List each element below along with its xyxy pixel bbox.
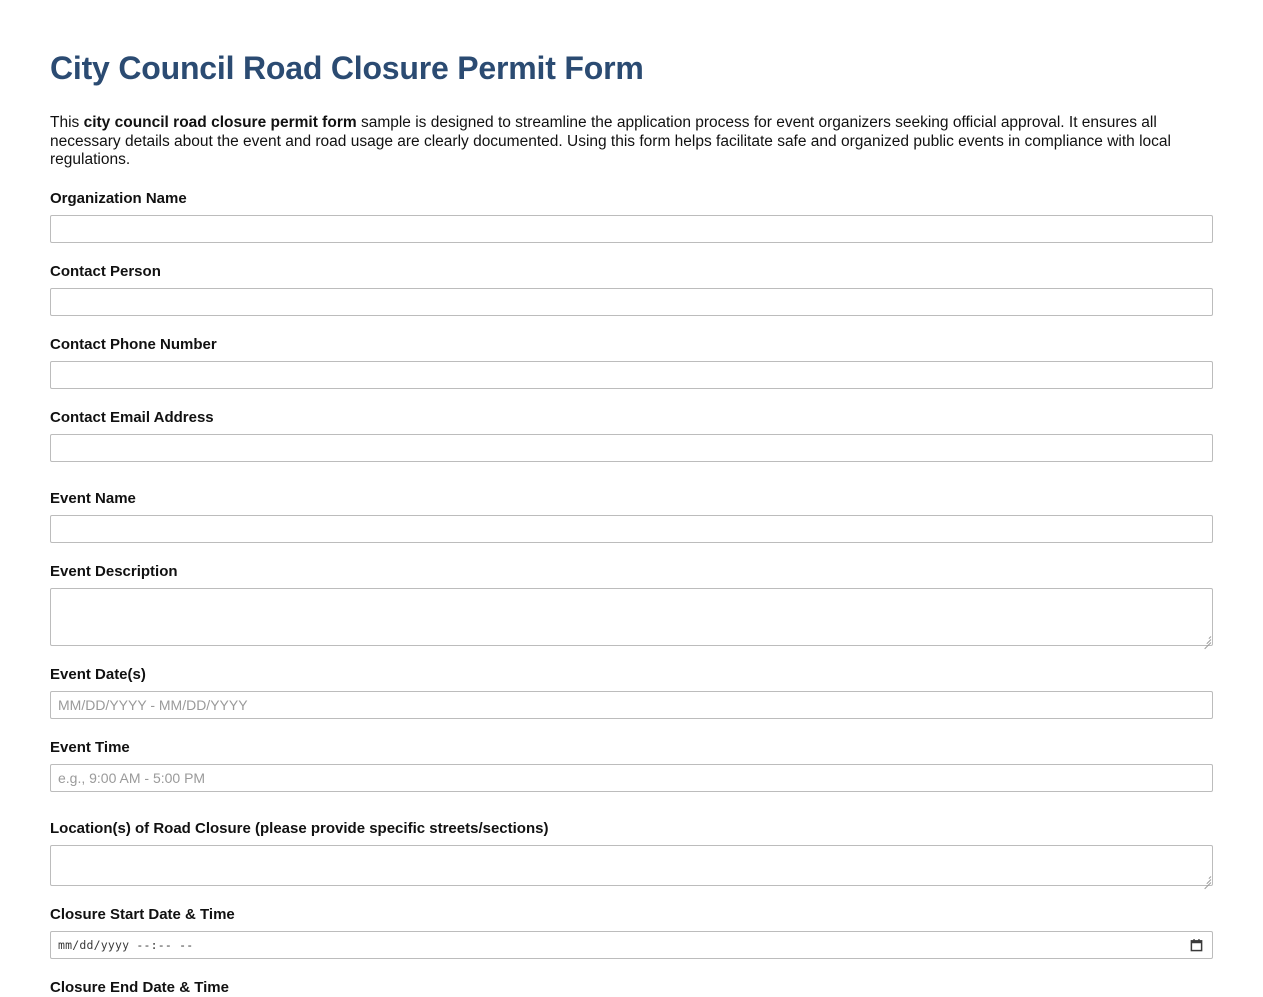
label-contact-person: Contact Person bbox=[50, 262, 161, 280]
input-organization-name[interactable] bbox=[50, 215, 1213, 243]
closure-start-datetime-value: mm/dd/yyyy --:-- -- bbox=[58, 937, 194, 952]
input-event-description[interactable] bbox=[50, 588, 1213, 646]
field-organization-name bbox=[50, 170, 1213, 243]
event-description-wrapper bbox=[50, 588, 1213, 646]
intro-lead-text: This bbox=[50, 114, 84, 131]
label-contact-phone: Contact Phone Number bbox=[50, 335, 217, 353]
label-event-name: Event Name bbox=[50, 489, 136, 507]
intro-rest-text: sample is designed to streamline the application process for event organizers seeking official approval. It ensures all necessary details about the event and road usage are clearly documented. Using this form helps facilitate safe and organized public events in compliance with local regulations. bbox=[50, 114, 1171, 168]
label-closure-end: Closure End Date & Time bbox=[50, 978, 229, 996]
label-contact-email: Contact Email Address bbox=[50, 408, 214, 426]
field-closure-end bbox=[50, 959, 1213, 997]
input-contact-phone[interactable] bbox=[50, 361, 1213, 389]
label-event-time: Event Time bbox=[50, 738, 130, 756]
label-closure-start: Closure Start Date & Time bbox=[50, 905, 235, 923]
field-contact-person bbox=[50, 243, 1213, 316]
page-title: City Council Road Closure Permit Form bbox=[50, 50, 644, 86]
input-closure-start-datetime[interactable] bbox=[50, 931, 1213, 959]
input-contact-person[interactable] bbox=[50, 288, 1213, 316]
field-closure-start bbox=[50, 886, 1213, 959]
label-organization-name: Organization Name bbox=[50, 189, 187, 207]
field-contact-email bbox=[50, 389, 1213, 462]
input-event-name[interactable] bbox=[50, 515, 1213, 543]
label-event-description: Event Description bbox=[50, 562, 178, 580]
field-closure-locations bbox=[50, 792, 1213, 886]
field-event-dates bbox=[50, 646, 1213, 719]
field-event-name bbox=[50, 462, 1213, 543]
calendar-icon[interactable] bbox=[1190, 938, 1203, 951]
label-event-dates: Event Date(s) bbox=[50, 665, 146, 683]
field-event-description bbox=[50, 543, 1213, 646]
input-contact-email[interactable] bbox=[50, 434, 1213, 462]
field-contact-phone bbox=[50, 316, 1213, 389]
label-closure-locations: Location(s) of Road Closure (please provide specific streets/sections) bbox=[50, 819, 549, 837]
field-event-time bbox=[50, 719, 1213, 792]
intro-paragraph bbox=[50, 88, 1210, 170]
input-event-dates[interactable] bbox=[50, 691, 1213, 719]
intro-bold-phrase: city council road closure permit form bbox=[83, 114, 357, 131]
closure-locations-wrapper bbox=[50, 845, 1213, 886]
input-event-time[interactable] bbox=[50, 764, 1213, 792]
input-closure-locations[interactable] bbox=[50, 845, 1213, 886]
